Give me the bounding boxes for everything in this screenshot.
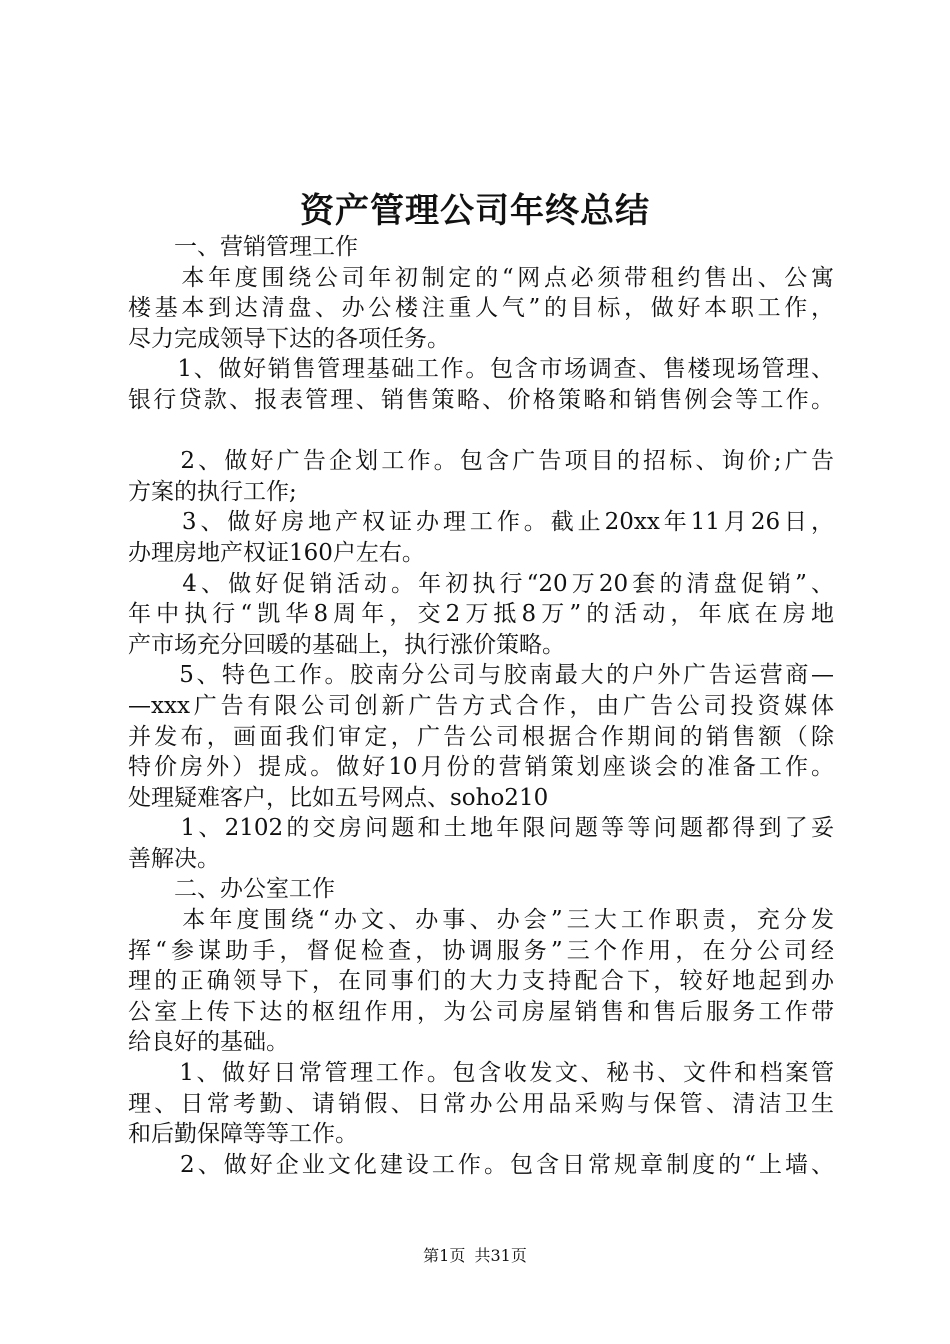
body-line: 方案的执行工作;: [128, 478, 297, 505]
document-title: 资产管理公司年终总结: [300, 191, 650, 231]
body-line: 1、2102的交房问题和土地年限问题等等问题都得到了妥: [128, 815, 834, 842]
body-line: 年中执行“凯华8周年，交2万抵8万”的活动，年底在房地: [128, 601, 834, 628]
body-line: 1、做好销售管理基础工作。包含市场调查、售楼现场管理、: [128, 356, 834, 383]
body-line: 5、特色工作。胶南分公司与胶南最大的户外广告运营商—: [128, 662, 834, 689]
body-line: 处理疑难客户，比如五号网点、soho210: [128, 784, 549, 811]
body-line: 一、营销管理工作: [128, 234, 358, 260]
body-line: 楼基本到达清盘、办公楼注重人气”的目标，做好本职工作，: [128, 295, 834, 322]
body-line: 4、做好促销活动。年初执行“20万20套的清盘促销”、: [128, 570, 834, 597]
body-line: 理的正确领导下，在同事们的大力支持配合下，较好地起到办: [128, 968, 834, 995]
body-line: 3、做好房地产权证办理工作。截止20xx年11月26日，: [128, 509, 834, 536]
body-line: 尽力完成领导下达的各项任务。: [128, 325, 450, 352]
body-line: 善解决。: [128, 845, 220, 872]
body-line: 1、做好日常管理工作。包含收发文、秘书、文件和档案管: [128, 1060, 834, 1087]
body-line: 特价房外）提成。做好10月份的营销策划座谈会的准备工作。: [128, 754, 834, 781]
body-line: 二、办公室工作: [128, 876, 335, 903]
page-footer: [0, 1243, 950, 1266]
body-line: —xxx广告有限公司创新广告方式合作，由广告公司投资媒体: [128, 692, 834, 719]
body-line: 给良好的基础。: [128, 1029, 289, 1056]
body-line: 公室上传下达的枢纽作用，为公司房屋销售和售后服务工作带: [128, 998, 834, 1025]
body-line: 和后勤保障等等工作。: [128, 1121, 358, 1148]
body-line: 办理房地产权证160户左右。: [128, 539, 425, 566]
body-line: 2、做好广告企划工作。包含广告项目的招标、询价;广告: [128, 448, 834, 475]
page-total: 共31页: [474, 1246, 527, 1265]
body-line: 挥“参谋助手，督促检查，协调服务”三个作用，在分公司经: [128, 937, 834, 964]
blank-line: [128, 416, 834, 447]
body-line: 理、日常考勤、请销假、日常办公用品采购与保管、清洁卫生: [128, 1090, 834, 1117]
body-line: 产市场充分回暖的基础上，执行涨价策略。: [128, 631, 565, 658]
body-line: 银行贷款、报表管理、销售策略、价格策略和销售例会等工作。: [128, 386, 834, 413]
body-line: 2、做好企业文化建设工作。包含日常规章制度的“上墙、: [128, 1151, 834, 1178]
body-line: 本年度围绕“办文、办事、办会”三大工作职责，充分发: [128, 907, 834, 934]
page-number: 第1页: [423, 1246, 466, 1265]
document-body: [128, 232, 834, 1180]
body-line: 并发布，画面我们审定，广告公司根据合作期间的销售额（除: [128, 723, 834, 750]
body-line: 本年度围绕公司年初制定的“网点必须带租约售出、公寓: [128, 264, 834, 291]
